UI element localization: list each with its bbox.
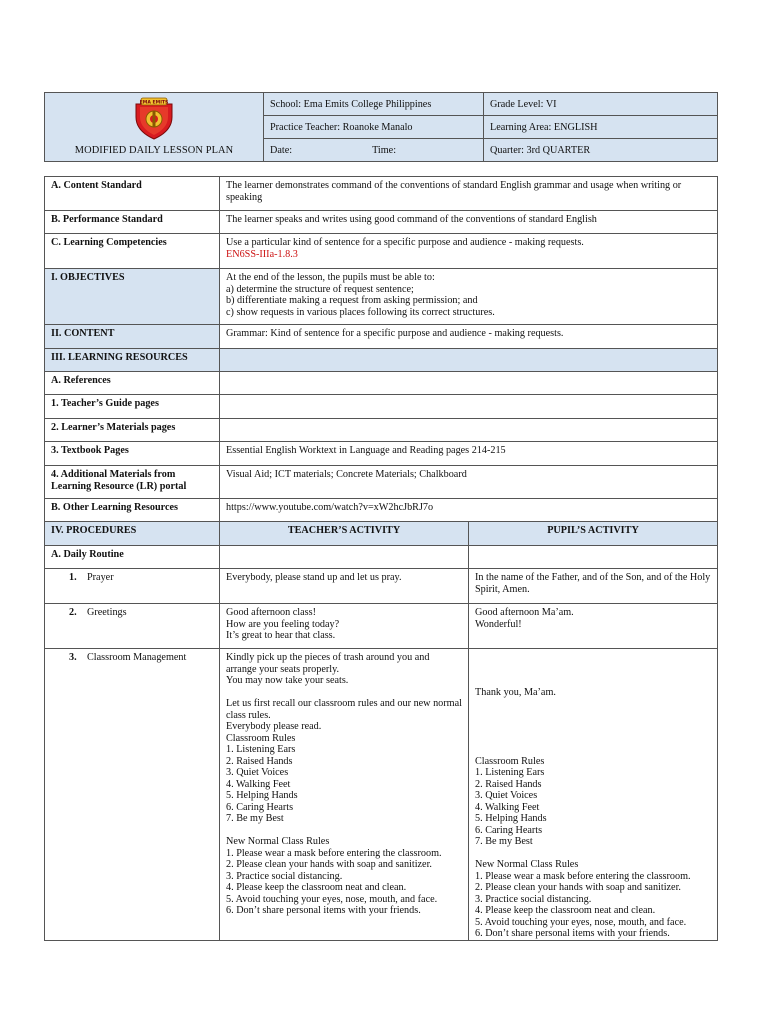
svg-text:EMA EMITS: EMA EMITS [139,100,169,106]
teacher-activity-header: TEACHER’S ACTIVITY [220,522,469,546]
content-standard-value: The learner demonstrates command of the conventions of standard English grammar and usage when writing or speaking [220,177,718,211]
table-row [45,466,718,499]
grade-level-field: Grade Level: VI [484,93,718,116]
teachers-guide-label: 1. Teacher’s Guide pages [45,395,220,419]
step-prayer [45,569,220,604]
step-number: 1. [69,572,77,583]
learning-resources-label: III. LEARNING RESOURCES [45,349,220,372]
table-row [45,349,718,372]
plan-title: MODIFIED DAILY LESSON PLAN [74,145,234,156]
table-row [45,372,718,395]
other-resources-label: B. Other Learning Resources [45,499,220,522]
table-row [45,177,718,211]
table-row [45,546,718,569]
table-row [45,269,718,325]
additional-materials-value: Visual Aid; ICT materials; Concrete Materials; Chalkboard [220,466,718,499]
prayer-teacher: Everybody, please stand up and let us pray. [220,569,469,604]
learners-materials-value [220,419,718,442]
table-row [45,649,718,941]
content-standard-label: A. Content Standard [45,177,220,211]
textbook-label: 3. Textbook Pages [45,442,220,466]
learning-competencies-label: C. Learning Competencies [45,234,220,269]
prayer-pupil: In the name of the Father, and of the Son, and of the Holy Spirit, Amen. [469,569,718,604]
table-row [45,211,718,234]
table-row [45,395,718,419]
school-logo-icon [131,97,177,141]
references-label: A. References [45,372,220,395]
date-label: Date: [270,144,293,156]
step-name: Greetings [87,607,127,618]
content-label: II. CONTENT [45,325,220,349]
step-number: 3. [69,652,77,663]
logo-cell [45,93,264,162]
header-table [44,92,718,162]
time-label: Time: [372,144,397,156]
learning-competencies-value [220,234,718,269]
objectives-label: I. OBJECTIVES [45,269,220,325]
teachers-guide-value [220,395,718,419]
table-row [45,499,718,522]
table-row [45,325,718,349]
textbook-value: Essential English Worktext in Language and Reading pages 214-215 [220,442,718,466]
pupil-activity-header: PUPIL’S ACTIVITY [469,522,718,546]
references-value [220,372,718,395]
daily-routine-teacher [220,546,469,569]
content-value: Grammar: Kind of sentence for a specific purpose and audience - making requests. [220,325,718,349]
classroom-management-teacher: Kindly pick up the pieces of trash around you and arrange your seats properly. You may now take your seats. Let us first recall our classroom rules and our new normal class rules. Everybody please read. Classroom Rules 1. Listening Ears 2. Raised Hands 3. Quiet Voices 4. Walking Feet 5. Helping Hands 6. Caring Hearts 7. Be my Best New Normal Class Rules 1. Please wear a mask before entering the classroom. 2. Please clean your hands with soap and sanitizer. 3. Practice social distancing. 4. Please keep the classroom neat and clean. 5. Avoid touching your eyes, nose, mouth, and face. 6. Don’t share personal items with your friends. [220,649,469,941]
school-field: School: Ema Emits College Philippines [264,93,484,116]
table-row [45,522,718,546]
step-number: 2. [69,607,77,618]
table-row [45,419,718,442]
performance-standard-label: B. Performance Standard [45,211,220,234]
objectives-value: At the end of the lesson, the pupils must be able to: a) determine the structure of request sentence; b) differentiate making a request from asking permission; and c) show requests in various places following its correct structures. [220,269,718,325]
step-name: Classroom Management [87,652,187,663]
daily-routine-pupil [469,546,718,569]
date-time-field [264,139,484,162]
table-row [45,442,718,466]
quarter-field: Quarter: 3rd QUARTER [484,139,718,162]
additional-materials-label: 4. Additional Materials from Learning Resource (LR) portal [45,466,220,499]
step-classroom-management [45,649,220,941]
other-resources-link[interactable]: https://www.youtube.com/watch?v=xW2hcJbRJ7o [220,499,718,522]
classroom-management-pupil: Thank you, Ma’am. Classroom Rules 1. Listening Ears 2. Raised Hands 3. Quiet Voices 4. Walking Feet 5. Helping Hands 6. Caring Hearts 7. Be my Best New Normal Class Rules 1. Please wear a mask before entering the classroom. 2. Please clean your hands with soap and sanitizer. 3. Practice social distancing. 4. Please keep the classroom neat and clean. 5. Avoid touching your eyes, nose, mouth, and face. 6. Don’t share personal items with your friends. [469,649,718,941]
greetings-teacher: Good afternoon class! How are you feeling today? It’s great to hear that class. [220,604,469,649]
table-row [45,604,718,649]
performance-standard-value: The learner speaks and writes using good command of the conventions of standard English [220,211,718,234]
step-greetings [45,604,220,649]
table-row [45,234,718,269]
practice-teacher-field: Practice Teacher: Roanoke Manalo [264,116,484,139]
greetings-pupil: Good afternoon Ma’am. Wonderful! [469,604,718,649]
table-row [45,569,718,604]
competency-text: Use a particular kind of sentence for a specific purpose and audience - making requests. [226,237,584,248]
learning-resources-value [220,349,718,372]
learners-materials-label: 2. Learner’s Materials pages [45,419,220,442]
procedures-label: IV. PROCEDURES [45,522,220,546]
daily-routine-label: A. Daily Routine [45,546,220,569]
competency-code: EN6SS-IIIa-1.8.3 [226,248,298,260]
learning-area-field: Learning Area: ENGLISH [484,116,718,139]
step-name: Prayer [87,572,114,583]
lesson-plan-table [44,176,718,941]
